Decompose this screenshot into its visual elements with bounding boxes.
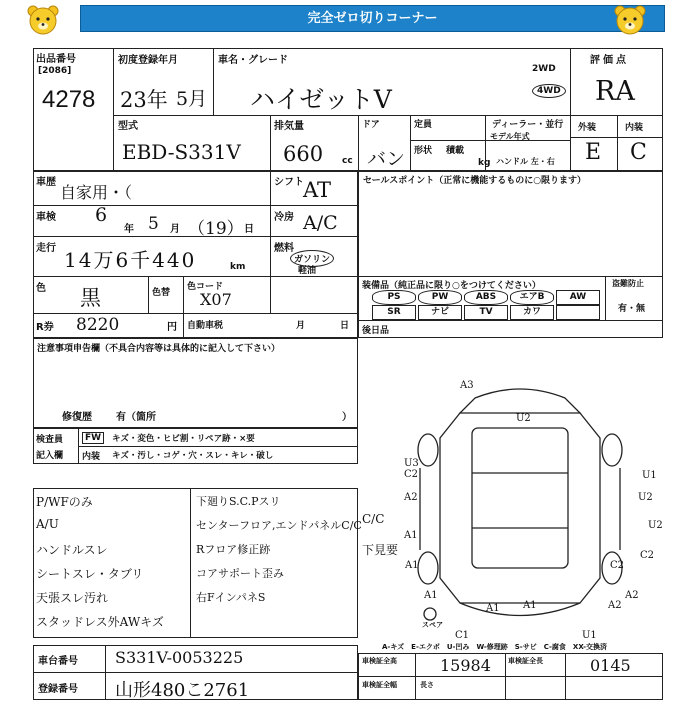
registration-value: 山形480こ2761: [115, 680, 250, 701]
equipment-item: カワ: [510, 305, 554, 320]
recycle-unit: 円: [167, 322, 177, 333]
remark-right-item: センターフロア,エンドパネルC/C: [196, 519, 362, 532]
length-value: 15984: [440, 656, 491, 675]
inspection-label: 車検: [36, 212, 56, 223]
length-label: 長さ: [420, 681, 434, 689]
inspection-day-unit: 日: [244, 224, 254, 235]
tax-day-label: 日: [340, 321, 350, 331]
displacement-label: 排気量: [274, 121, 304, 132]
registration-label: 登録番号: [38, 684, 78, 695]
door-label: ドア: [362, 120, 380, 130]
damage-mark: U1: [582, 630, 597, 641]
after-items-label: 後日品: [362, 326, 390, 336]
venue-code: [2086]: [38, 66, 72, 76]
damage-mark: A2: [608, 600, 622, 611]
weight-value: 0145: [590, 656, 631, 675]
remark-right-item: 右FインパネS: [196, 591, 266, 604]
remark-item: A/U: [36, 517, 59, 531]
interior-row-label: 内装: [82, 452, 101, 462]
loading-label: 積載: [446, 146, 465, 156]
lot-number: 4278: [42, 86, 96, 113]
tax-month-label: 月: [296, 321, 306, 331]
damage-mark: A1: [523, 600, 537, 611]
mileage-value: 14万6千440: [64, 248, 197, 272]
equipment-item: SR: [372, 305, 416, 320]
bear-mascot-icon: [26, 3, 60, 37]
repair-history-close: ）: [342, 412, 352, 423]
equipment-item: PW: [418, 290, 462, 305]
damage-mark: U1: [642, 470, 657, 481]
drive-4wd-circled: 4WD: [532, 84, 566, 98]
inspection-month-unit: 月: [170, 224, 180, 235]
size-label-1: 車検証全高: [362, 657, 397, 665]
inspection-year-unit: 年: [124, 224, 134, 235]
venue-label: 出品番号: [36, 54, 76, 65]
remark-right-item: 下廻りS.C.Pスリ: [196, 495, 281, 508]
damage-mark: A1: [486, 603, 500, 614]
reg-year-label: 初度登録年月: [118, 55, 178, 66]
weight-label: 車検証全長: [508, 657, 543, 665]
color-code-label: 色コード: [187, 282, 224, 292]
color-value: 黒: [80, 286, 101, 310]
load-unit: kg: [478, 158, 491, 168]
inspection-year: 6: [95, 204, 108, 226]
reg-month-value: 5月: [176, 88, 208, 110]
recycle-value: 8220: [76, 315, 120, 335]
mileage-unit: km: [230, 262, 246, 272]
damage-mark: A1: [405, 560, 419, 571]
damage-mark: U2: [516, 413, 531, 424]
usage-value: 自家用・（: [60, 183, 133, 202]
usage-label: 車歴: [36, 177, 56, 188]
tax-label: 自動車税: [187, 321, 224, 331]
dealer-label: ディーラー・並行: [492, 120, 564, 130]
capacity-label: 定員: [414, 120, 433, 130]
notes-label: 注意事項申告欄（不具合内容等は具体的に記入して下さい）: [37, 344, 281, 354]
banner-title: 完全ゼロ切りコーナー: [80, 5, 665, 32]
chassis-label: 車台番号: [38, 656, 78, 667]
fuel-gasoline-circled: ガソリン: [290, 250, 334, 267]
fw-label: FW: [82, 432, 104, 444]
remark-side-check: 下見要: [362, 543, 399, 557]
shape-label: 形状: [414, 146, 433, 156]
ac-value: A/C: [303, 212, 338, 234]
damage-mark: A2: [404, 492, 418, 503]
damage-mark: C2: [640, 550, 655, 561]
fuel-label: 燃料: [274, 243, 294, 254]
model-value: EBD-S331V: [122, 140, 241, 164]
equipment-item: PS: [372, 290, 416, 305]
damage-legend: A-キズ E-エクボ U-凹み W-修理跡 S-サビ C-腐食 XX-交換済: [382, 643, 608, 651]
equipment-item: ナビ: [418, 305, 462, 320]
shift-value: AT: [303, 178, 332, 202]
displacement-unit: cc: [342, 156, 353, 166]
exterior-label: 外装: [578, 123, 597, 133]
size-label-2: 車検証全幅: [362, 681, 397, 689]
fuel-diesel: 軽油: [298, 266, 317, 276]
remark-side-cc: C/C: [362, 512, 385, 526]
model-label: 型式: [118, 121, 138, 132]
grade-value: RA: [595, 76, 635, 107]
color-code-value: X07: [200, 290, 232, 309]
spare-label: スペア: [422, 621, 443, 629]
damage-mark: U2: [638, 492, 653, 503]
equipment-item: ABS: [464, 290, 508, 305]
remark-item: シートスレ・タブリ: [36, 567, 144, 581]
bear-mascot-icon: [613, 3, 647, 37]
equipment-item: TV: [464, 305, 508, 320]
equipment-item: エアB: [510, 290, 554, 305]
ac-label: 冷房: [274, 212, 294, 223]
inspection-day: （19）: [188, 219, 244, 239]
interior-label: 内装: [625, 123, 644, 133]
inspection-month: 5: [148, 214, 159, 234]
sales-point-label: セールスポイント（正常に機能するものに○限ります）: [363, 176, 587, 186]
chassis-value: S331V-0053225: [115, 648, 244, 667]
interior-items: キズ・汚し・コゲ・穴・スレ・キレ・破し: [112, 451, 274, 461]
entry-label: 記入欄: [36, 451, 64, 461]
remark-item: ハンドルスレ: [36, 543, 108, 557]
color-label: 色: [36, 283, 46, 294]
drive-2wd: 2WD: [532, 64, 556, 74]
equipment-item: [556, 305, 600, 320]
color-change-label: 色替: [152, 288, 171, 298]
equipment-label: 装備品（純正品に限り○をつけてください）: [362, 281, 541, 291]
damage-mark: A3: [460, 380, 474, 391]
remark-item: P/WFのみ: [36, 495, 93, 509]
damage-mark: U2: [648, 520, 663, 531]
fw-items: キズ・変色・ヒビ割・リペア跡・×要: [112, 434, 255, 444]
interior-grade: C: [630, 140, 647, 165]
damage-mark: A2: [625, 590, 639, 601]
equipment-item: AW: [556, 290, 600, 305]
shape-value: バン: [367, 148, 406, 170]
anti-theft-value: 有・無: [618, 304, 646, 314]
damage-mark: A1: [404, 530, 418, 541]
remark-right-item: Rフロア修正跡: [196, 543, 271, 556]
car-name-value: ハイゼットV: [250, 85, 392, 114]
damage-mark: C1: [455, 630, 470, 641]
reg-year-value: 23年: [120, 88, 168, 112]
car-name-label: 車名・グレード: [218, 55, 288, 66]
displacement-value: 660: [283, 142, 324, 166]
model-year-label: モデル年式: [490, 132, 530, 141]
inspector-label: 検査員: [36, 435, 64, 445]
repair-history-label: 修復歴: [62, 412, 92, 423]
shift-label: シフト: [274, 177, 304, 188]
exterior-grade: E: [585, 140, 602, 165]
anti-theft-label: 盗難防止: [612, 279, 644, 288]
repair-history-value: 有（箇所: [116, 412, 156, 423]
remark-item: スタッドレス外AWキズ: [36, 615, 164, 629]
grade-label: 評価点: [590, 55, 629, 66]
damage-mark: A1: [424, 590, 438, 601]
damage-mark: C2: [404, 469, 419, 480]
damage-mark: C2: [610, 560, 625, 571]
remark-right-item: コアサポート歪み: [196, 567, 284, 580]
recycle-label: R券: [36, 322, 54, 333]
remark-item: 天張スレ汚れ: [36, 591, 109, 605]
mileage-label: 走行: [36, 243, 56, 254]
damage-mark: U3: [404, 458, 419, 469]
handle-label: ハンドル 左・右: [496, 157, 555, 166]
